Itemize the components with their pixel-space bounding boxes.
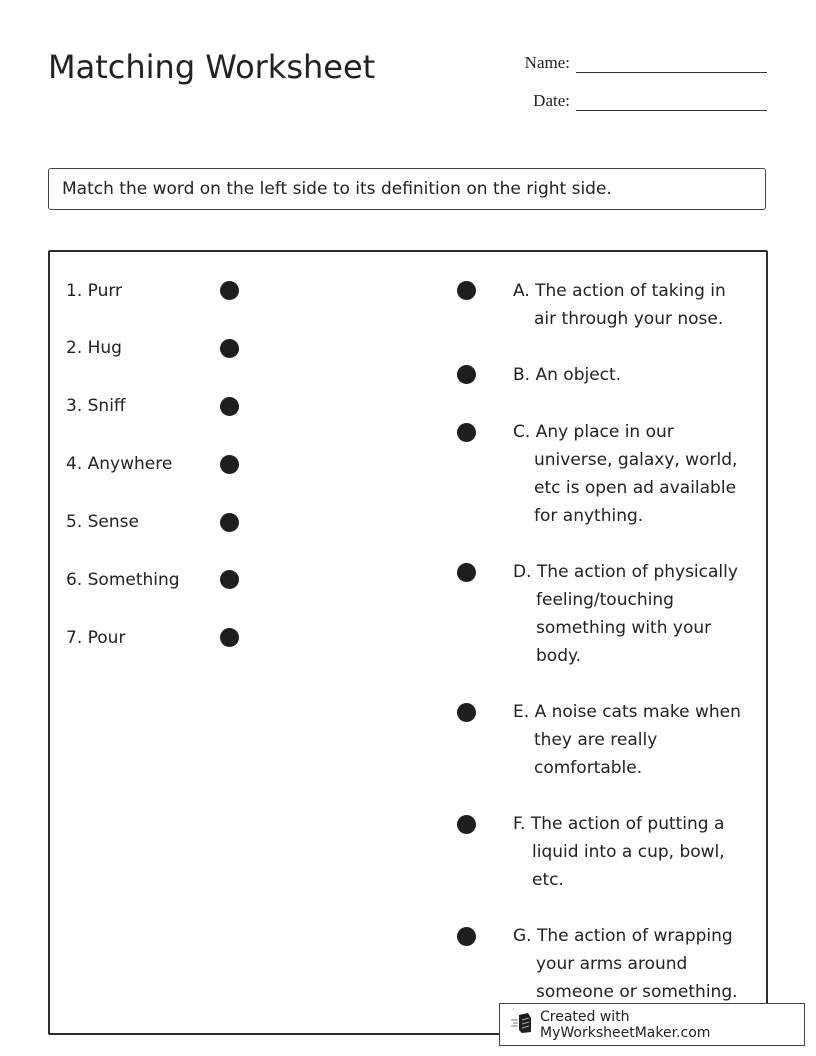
definition-dot-c[interactable] xyxy=(457,423,476,442)
definition-item-f xyxy=(513,810,758,894)
definition-line: etc is open ad available xyxy=(534,478,737,498)
definition-line: your arms around xyxy=(536,954,688,974)
name-label: Name: xyxy=(524,53,570,72)
definition-line: universe, galaxy, world, xyxy=(534,450,738,470)
definition-line: they are really xyxy=(534,730,658,750)
definition-line: A noise cats make when xyxy=(534,702,741,722)
word-dot-5[interactable] xyxy=(220,513,239,532)
word-item-6: 6. Something xyxy=(66,570,180,590)
definition-letter: E. xyxy=(513,702,530,722)
definition-dot-b[interactable] xyxy=(457,365,476,384)
definition-line: Any place in our xyxy=(535,422,674,442)
date-input-line[interactable] xyxy=(576,109,767,111)
page-title: Matching Worksheet xyxy=(48,48,376,86)
definition-line: air through your nose. xyxy=(534,309,724,329)
definition-line: An object. xyxy=(535,365,622,385)
definition-item-d xyxy=(513,558,758,670)
word-dot-6[interactable] xyxy=(220,570,239,589)
word-dot-1[interactable] xyxy=(220,281,239,300)
definition-line: something with your xyxy=(536,618,712,638)
definition-dot-e[interactable] xyxy=(457,703,476,722)
definition-line: for anything. xyxy=(534,506,644,526)
definition-letter: D. xyxy=(513,562,532,582)
word-dot-7[interactable] xyxy=(220,628,239,647)
date-field-row xyxy=(510,91,767,111)
definition-line: body. xyxy=(536,646,582,666)
definition-letter: F. xyxy=(513,814,526,834)
word-dot-2[interactable] xyxy=(220,339,239,358)
word-item-3: 3. Sniff xyxy=(66,396,126,416)
word-item-7: 7. Pour xyxy=(66,628,126,648)
definition-line: The action of putting a xyxy=(530,814,725,834)
word-dot-4[interactable] xyxy=(220,455,239,474)
definition-line: The action of physically xyxy=(536,562,738,582)
date-label: Date: xyxy=(533,91,570,110)
definition-line: feeling/touching xyxy=(536,590,674,610)
definition-item-e xyxy=(513,698,758,782)
definition-item-g xyxy=(513,922,758,1006)
worksheet-maker-logo-icon xyxy=(510,1012,540,1038)
definition-dot-a[interactable] xyxy=(457,281,476,300)
word-item-4: 4. Anywhere xyxy=(66,454,173,474)
name-input-line[interactable] xyxy=(576,71,767,73)
credit-text: Created with MyWorksheetMaker.com xyxy=(540,1008,711,1041)
definition-line: The action of taking in xyxy=(535,281,726,301)
definition-dot-d[interactable] xyxy=(457,563,476,582)
definition-letter: C. xyxy=(513,422,531,442)
definition-dot-g[interactable] xyxy=(457,927,476,946)
word-item-5: 5. Sense xyxy=(66,512,139,532)
word-item-2: 2. Hug xyxy=(66,338,122,358)
definition-line: liquid into a cup, bowl, xyxy=(532,842,725,862)
definition-item-b xyxy=(513,361,758,389)
definition-letter: G. xyxy=(513,926,532,946)
definition-item-c xyxy=(513,418,758,530)
credit-badge[interactable] xyxy=(499,1003,805,1046)
definition-dot-f[interactable] xyxy=(457,815,476,834)
word-dot-3[interactable] xyxy=(220,397,239,416)
instructions-box: Match the word on the left side to its definition on the right side. xyxy=(48,168,766,210)
definition-letter: A. xyxy=(513,281,530,301)
definition-line: etc. xyxy=(532,870,564,890)
definition-item-a xyxy=(513,277,758,333)
definition-letter: B. xyxy=(513,365,531,385)
definition-line: The action of wrapping xyxy=(536,926,733,946)
word-item-1: 1. Purr xyxy=(66,281,123,301)
definition-line: comfortable. xyxy=(534,758,643,778)
name-field-row xyxy=(510,53,767,73)
definition-line: someone or something. xyxy=(536,982,738,1002)
